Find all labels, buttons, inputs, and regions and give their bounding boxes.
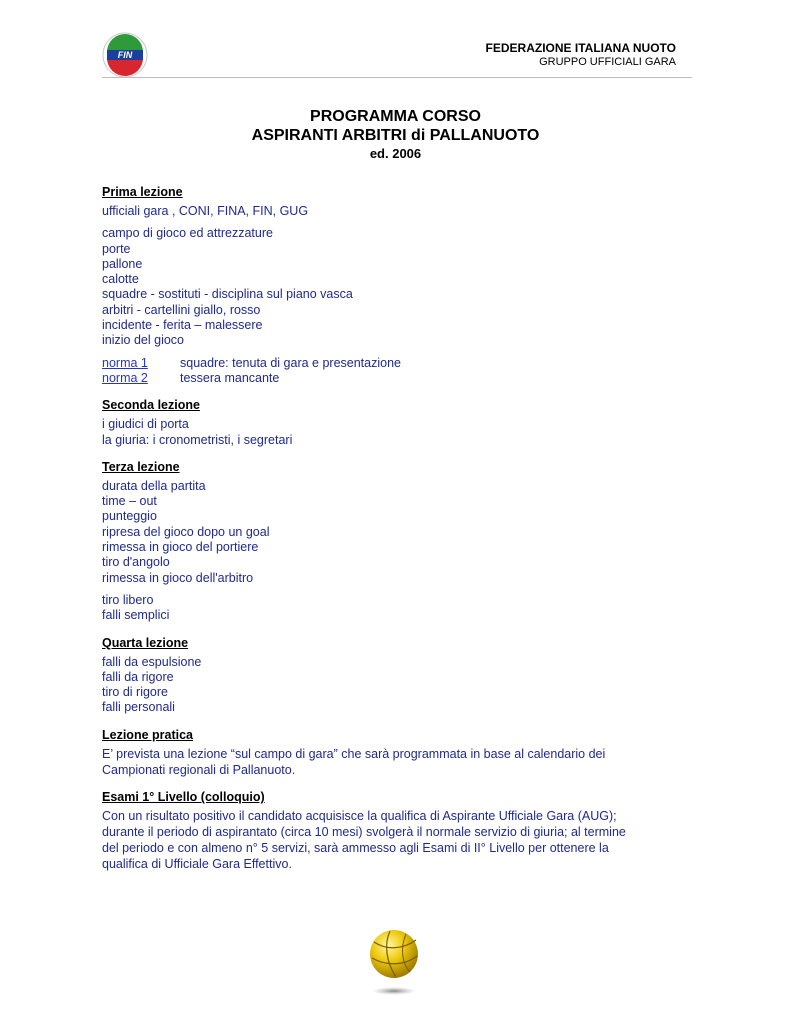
list-item: tiro libero	[102, 592, 154, 607]
section-lezione-pratica	[102, 727, 692, 779]
list-item: calotte	[102, 272, 139, 287]
list-item: porte	[102, 241, 131, 256]
paragraph-line: E’ prevista una lezione “sul campo di gara” che sarà programmata in base al calendario dei	[102, 746, 606, 761]
header-divider	[102, 77, 692, 78]
list-item: squadre - sostituti - disciplina sul piano vasca	[102, 287, 353, 302]
section-heading: Lezione pratica	[102, 727, 193, 742]
list-item: campo di gioco ed attrezzature	[102, 226, 273, 241]
course-content	[102, 184, 692, 884]
paragraph-line: durante il periodo di aspirantato (circa 10 mesi) svolgerà il normale servizio di giuria; al termine	[102, 825, 626, 840]
paragraph-line: Campionati regionali di Pallanuoto.	[102, 762, 296, 777]
list-item: tiro d'angolo	[102, 555, 170, 570]
list-item: tiro di rigore	[102, 685, 168, 700]
section-heading: Quarta lezione	[102, 635, 189, 650]
norm-link[interactable]: norma 1	[102, 355, 148, 370]
edition-label: ed. 2006	[369, 146, 422, 161]
section-heading: Seconda lezione	[102, 398, 200, 413]
list-item: inizio del gioco	[102, 333, 184, 348]
section-prima-lezione	[102, 184, 692, 386]
list-item: falli da rigore	[102, 669, 174, 684]
fin-logo-icon	[102, 32, 148, 78]
organization-block	[486, 41, 676, 69]
norm-link[interactable]: norma 2	[102, 370, 148, 385]
section-heading: Esami 1° Livello (colloquio)	[102, 790, 265, 805]
list-item: la giuria: i cronometristi, i segretari	[102, 432, 293, 447]
section-terza-lezione	[102, 459, 692, 624]
list-item: incidente - ferita – malessere	[102, 318, 263, 333]
section-esami	[102, 789, 692, 872]
list-item: falli semplici	[102, 608, 170, 623]
section-heading: Prima lezione	[102, 185, 183, 199]
list-item: falli da espulsione	[102, 654, 202, 669]
title-line-1: PROGRAMMA CORSO	[310, 108, 481, 125]
logo-text: FIN	[117, 50, 133, 60]
list-item: arbitri - cartellini giallo, rosso	[102, 302, 261, 317]
list-item: i giudici di porta	[102, 417, 189, 432]
list-item: pallone	[102, 256, 143, 271]
norm-text: tessera mancante	[180, 370, 280, 385]
paragraph-line: Con un risultato positivo il candidato acquisisce la qualifica di Aspirante Ufficiale Gara (AUG);	[102, 809, 617, 824]
section-quarta-lezione	[102, 635, 692, 716]
norm-list	[102, 356, 692, 387]
list-item: rimessa in gioco del portiere	[102, 540, 259, 555]
paragraph-line: del periodo e con almeno n° 5 servizi, sarà ammesso agli Esami di II° Livello per ottenere la	[102, 840, 609, 855]
paragraph-line: qualifica di Ufficiale Gara Effettivo.	[102, 856, 292, 871]
organization-subtitle: GRUPPO UFFICIALI GARA	[539, 56, 676, 68]
topic-list	[102, 226, 692, 348]
list-item: punteggio	[102, 509, 157, 524]
norm-row	[102, 356, 692, 371]
list-item: rimessa in gioco dell'arbitro	[102, 570, 254, 585]
section-seconda-lezione	[102, 397, 692, 448]
organization-name: FEDERAZIONE ITALIANA NUOTO	[485, 41, 676, 55]
title-line-2: ASPIRANTI ARBITRI di PALLANUOTO	[251, 127, 540, 144]
water-polo-ball-icon	[366, 928, 422, 998]
list-item: falli personali	[102, 700, 175, 715]
document-title	[0, 107, 791, 163]
list-item: time – out	[102, 494, 157, 509]
norm-row	[102, 371, 692, 386]
list-item: durata della partita	[102, 478, 206, 493]
norm-text: squadre: tenuta di gara e presentazione	[180, 355, 401, 370]
intro-line: ufficiali gara , CONI, FINA, FIN, GUG	[102, 204, 309, 218]
list-item: ripresa del gioco dopo un goal	[102, 524, 270, 539]
section-heading: Terza lezione	[102, 459, 180, 474]
